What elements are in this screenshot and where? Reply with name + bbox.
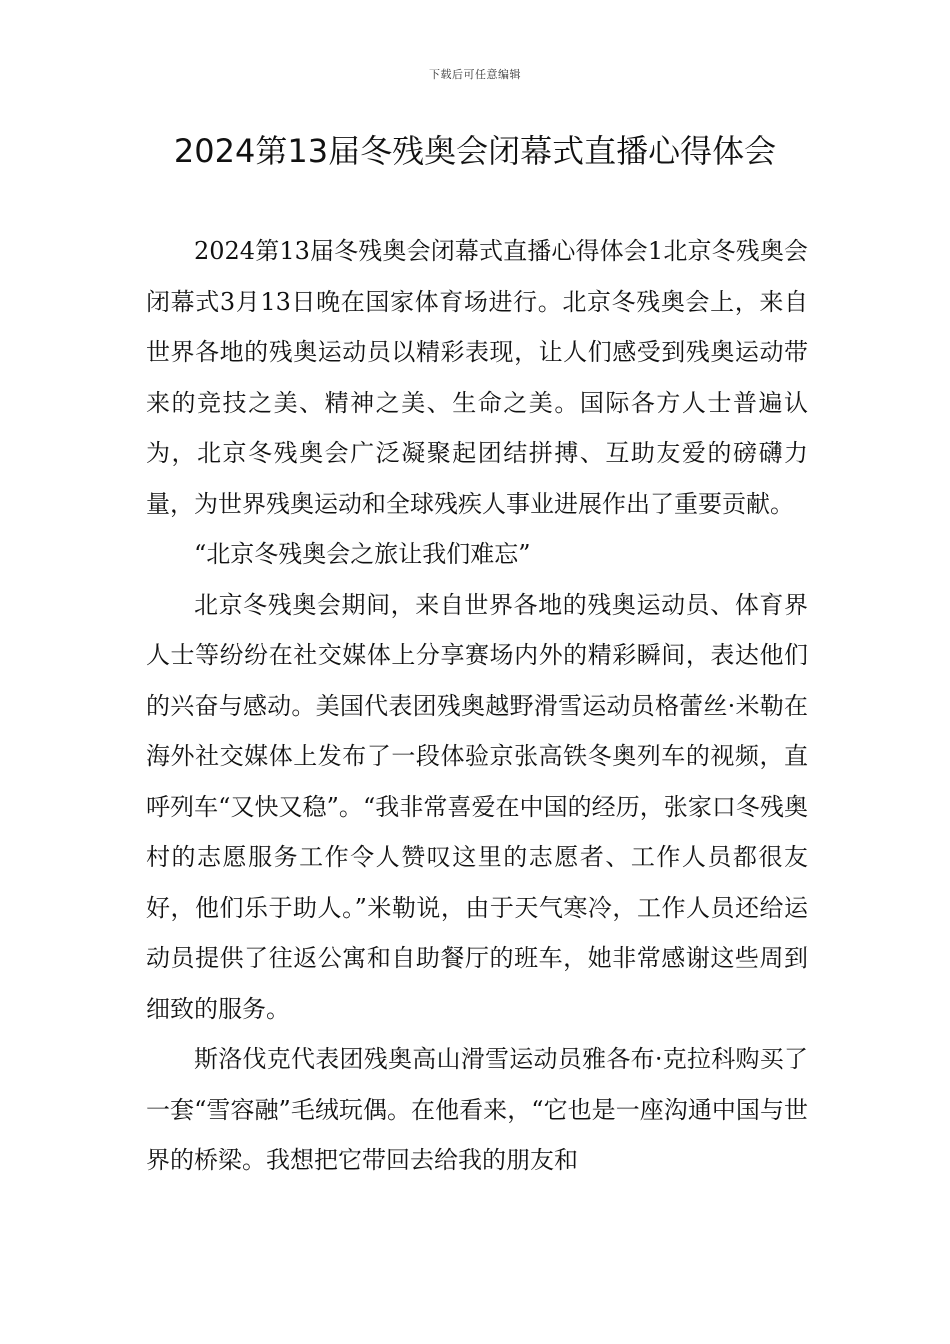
document-body [146, 226, 808, 1186]
paragraph-intro: 2024第13届冬残奥会闭幕式直播心得体会1北京冬残奥会闭幕式3月13日晚在国家体育场进行。北京冬残奥会上，来自世界各地的残奥运动员以精彩表现，让人们感受到残奥运动带来的竞技之美、精神之美、生命之美。国际各方人士普遍认为，北京冬残奥会广泛凝聚起团结拼搏、互助友爱的磅礴力量，为世界残奥运动和全球残疾人事业进展作出了重要贡献。 [146, 237, 808, 518]
header-note: 下载后可任意编辑 [429, 68, 521, 81]
paragraph-krako: 斯洛伐克代表团残奥高山滑雪运动员雅各布·克拉科购买了一套“雪容融”毛绒玩偶。在他看来，“它也是一座沟通中国与世界的桥梁。我想把它带回去给我的朋友和 [146, 1045, 808, 1174]
document-title: 2024第13届冬残奥会闭幕式直播心得体会 [173, 132, 777, 170]
paragraph-miller: 北京冬残奥会期间，来自世界各地的残奥运动员、体育界人士等纷纷在社交媒体上分享赛场内外的精彩瞬间，表达他们的兴奋与感动。美国代表团残奥越野滑雪运动员格蕾丝·米勒在海外社交媒体上发布了一段体验京张高铁冬奥列车的视频，直呼列车“又快又稳”。“我非常喜爱在中国的经历，张家口冬残奥村的志愿服务工作令人赞叹这里的志愿者、工作人员都很友好，他们乐于助人。”米勒说，由于天气寒冷，工作人员还给运动员提供了往返公寓和自助餐厅的班车，她非常感谢这些周到细致的服务。 [146, 590, 808, 1023]
paragraph-subheading: “北京冬残奥会之旅让我们难忘” [194, 540, 531, 568]
